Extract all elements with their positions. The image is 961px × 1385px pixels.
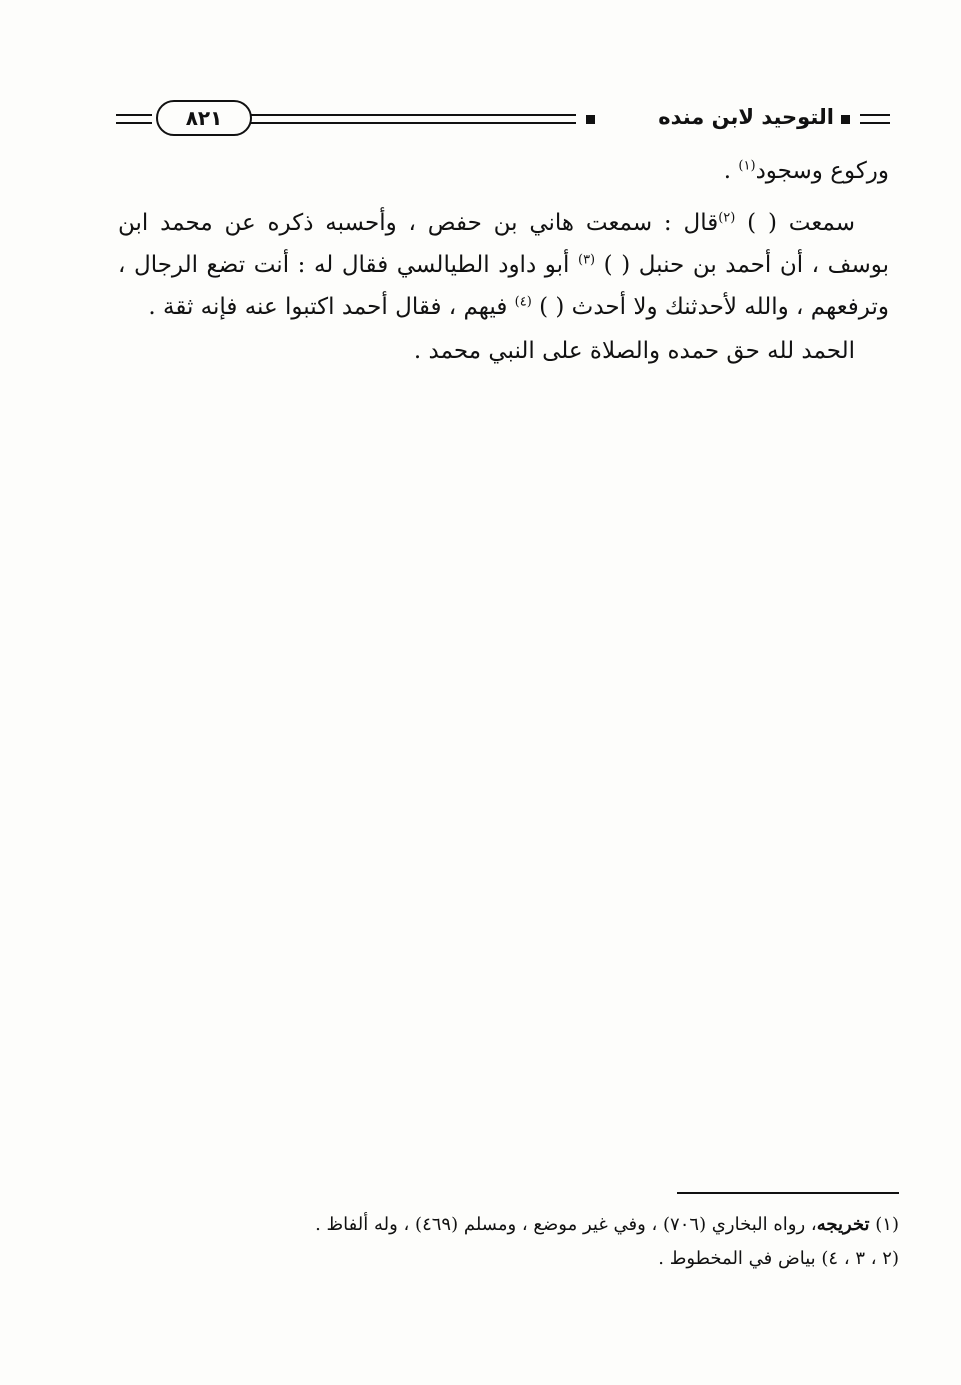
footnote-1 — [118, 1208, 899, 1242]
footnote-2-number: (٢ ، ٣ ، ٤) — [821, 1248, 899, 1269]
main-text — [118, 150, 889, 372]
book-title: التوحيد لابن منده — [658, 105, 834, 129]
paragraph-2-part-1: سمعت ( ) — [735, 210, 855, 236]
footnote-2 — [118, 1242, 899, 1276]
footnote-ref-3: (٣) — [577, 252, 596, 268]
paragraph-3-text: الحمد لله حق حمده والصلاة على النبي محمد . — [413, 338, 855, 364]
header-square-left — [586, 115, 595, 124]
paragraph-1 — [118, 150, 889, 192]
footnote-1-label: تخريجه — [816, 1214, 870, 1235]
footnote-1-number: (١) — [875, 1214, 899, 1235]
paragraph-2-part-3: أبو داود الطيالسي فقال له : أنت تضع الرجال ، وترفعهم ، والله لأحدثنك ولا أحدث ( ) — [118, 252, 889, 320]
paragraph-1-end: . — [723, 158, 739, 184]
paragraph-1-text: وركوع وسجود — [755, 158, 889, 184]
header-square-right — [841, 115, 850, 124]
footnote-ref-2: (٢) — [718, 210, 736, 226]
page-number: ٨٢١ — [156, 100, 252, 136]
footnote-ref-1: (١) — [738, 158, 756, 174]
footnotes — [118, 1208, 899, 1276]
paragraph-2 — [118, 202, 889, 328]
footnote-1-text: ، رواه البخاري (٧٠٦) ، وفي غير موضع ، ومسلم (٤٦٩) ، وله ألفاظ . — [315, 1214, 817, 1235]
paragraph-2-part-4: فيهم ، فقال أحمد اكتبوا عنه فإنه ثقة . — [148, 294, 515, 320]
footnote-ref-4: (٤) — [514, 294, 532, 310]
header-rule-middle — [251, 114, 576, 124]
paragraph-2-part-2: قال : سمعت هاني بن حفص ، وأحسبه ذكره عن محمد ابن بوسف ، أن أحمد بن حنبل ( ) — [118, 210, 889, 278]
footnote-separator — [677, 1192, 899, 1194]
footnote-2-text: بياض في المخطوط . — [658, 1248, 822, 1269]
header-rule-left — [116, 114, 152, 124]
paragraph-3-closing — [118, 330, 889, 372]
header-rule-right — [860, 114, 890, 124]
running-header — [116, 98, 890, 142]
